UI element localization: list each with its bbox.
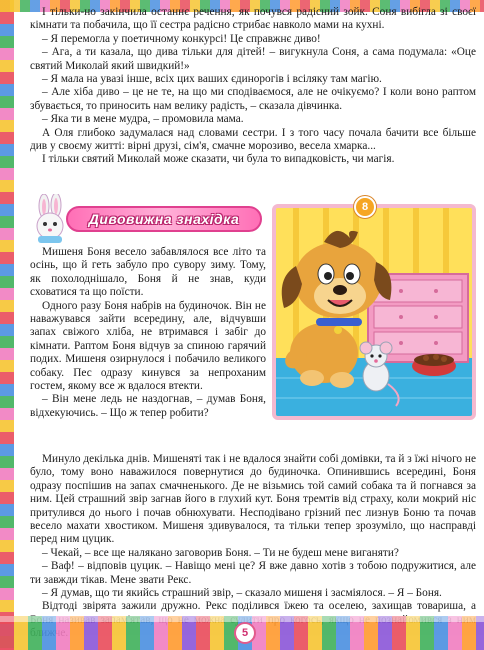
- paragraph: – Ваф! – відповів цуцик. – Навіщо мені це? Я вже давно хотів з тобою подружитися, але ти завжди тікав. Мене звати Рекс.: [30, 560, 476, 586]
- paragraph: – Я мала на увазі інше, всіх цих ваших єдинорогів і всіляку там магію.: [42, 73, 382, 86]
- candy-border-left: [0, 0, 14, 650]
- story-continuation: [30, 453, 476, 641]
- intro-text-block: [30, 6, 476, 167]
- paragraph: – Яка ти в мене мудра, – промовила мама.: [42, 113, 244, 126]
- paragraph: – Ага, а ти казала, що дива тільки для дітей! – вигукнула Соня, а сама подумала: «Оце святий Миколай який швидкий!»: [30, 46, 476, 72]
- paragraph: Одного разу Боня набрів на будиночок. Він не наважувався зайти всередину, але, відчувши запах свіжого хліба, не втримався і забіг до кімнати. Раптом Боня відчув за спиною гарячий подих. Мишеня озирнулося і побачило великого собаку. Пес одразу кинувся за непроханим гостем, якому все ж вдалося втекти.: [30, 299, 266, 393]
- illustration-image: [276, 208, 472, 416]
- page-number: 5: [234, 622, 256, 644]
- paragraph: – Але хіба диво – це не те, на що ми сподіваємося, але не очікуємо? І коли воно раптом збувається, то приносить нам велику радість, – сказала дівчинка.: [30, 86, 476, 112]
- paragraph: Відтоді звірята зажили дружно. Рекс поділився їжею та оселею, захищав товариша, а: [42, 600, 476, 613]
- story-heading: [30, 194, 270, 244]
- paragraph: А Оля глибоко задумалася над словами сестри. І з того часу почала бачити все більше див у своєму житті: вірні друзі, сім'я, смачне морозиво, весела хмарка...: [30, 126, 476, 153]
- heading-banner: [66, 206, 262, 232]
- paragraph: Минуло декілька днів. Мишеняті так і не вдалося знайти собі домівки, та й з їжі нічого не було, тому воно наважилося повернутися до будиночка. Опинившись всередині, Боня одразу поспішив на запах смачненького. Де не візьмись той самий собака та й погнався за ним. Цей страшний звір загнав його в глухий кут. Боня тремтів від страху, коли мокрий ніс притулився до нього і почав обнюхувати. Несподівано грізний пес лизнув Боню та почав весело махати хвостиком. Мишеня здивувалося, та тільки тепер зрозуміло, що насправді перед ним цуцик.: [30, 453, 476, 546]
- paragraph: – Я думав, що ти якийсь страшний звір, – сказало мишеня і засміялося. – Я – Боня.: [42, 587, 442, 600]
- paragraph: І тільки святий Миколай може сказати, чи була то випадковість, чи магія.: [42, 153, 395, 166]
- paragraph: Мишеня Боня весело забавлялося все літо та осінь, що й геть забуло про сувору зиму. Тому, як похолоднішало, Боня й не знав, куди сховатися та що поїсти.: [30, 246, 266, 299]
- paragraph: І тільки-но закінчила останнє речення, як почувся радісний зойк. Соня вибігла зі своєї кімнати та побачила, що її сестра радісно стрибає навколо мами на кухні.: [30, 6, 476, 32]
- paragraph: – Чекай, – все ще налякано заговорив Боня. – Ти не будеш мене виганяти?: [42, 546, 399, 559]
- story-column: [30, 246, 266, 420]
- dog-and-mouse-illustration: [272, 204, 476, 420]
- paragraph: – Я перемогла у поетичному конкурсі! Це справжнє диво!: [42, 32, 321, 45]
- number-badge: 8: [354, 196, 376, 218]
- heading-title: Дивовижна знахідка: [88, 211, 240, 227]
- paragraph: – Він мене ледь не наздогнав, – думав Боня, відхекуючись. – Що ж тепер робити?: [30, 393, 266, 419]
